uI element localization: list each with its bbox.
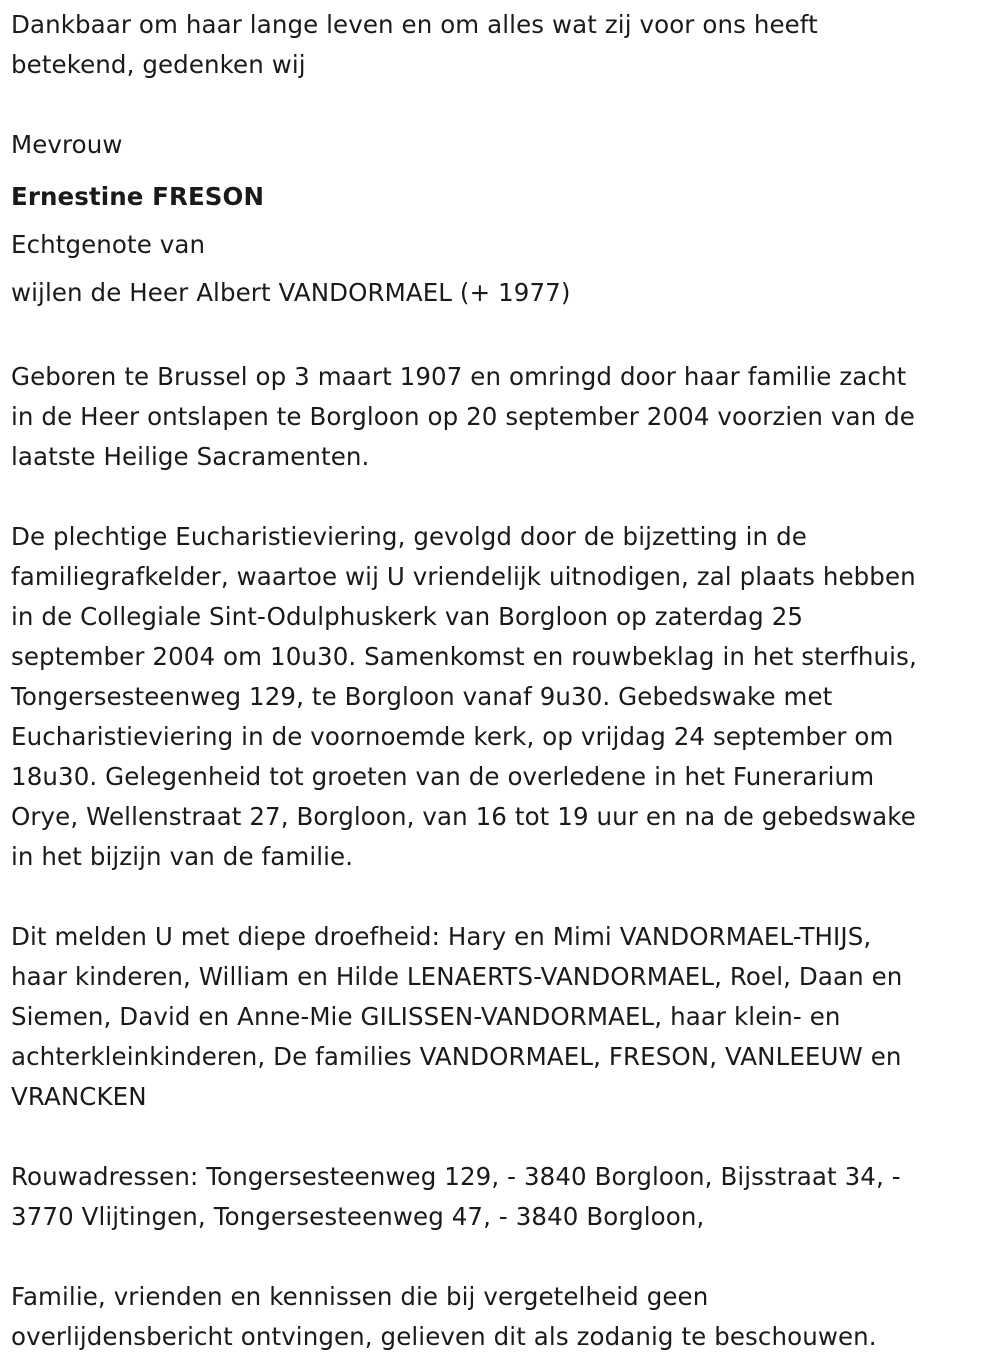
closing-paragraph — [11, 1277, 993, 1357]
paragraph-line: haar kinderen, William en Hilde LENAERTS-VANDORMAEL, Roel, Daan en — [11, 962, 903, 991]
deceased-block — [11, 125, 993, 317]
addresses-paragraph — [11, 1157, 993, 1237]
paragraph-line: Dit melden U met diepe droefheid: Hary en Mimi VANDORMAEL-THIJS, — [11, 922, 872, 951]
paragraph-line: familiegrafkelder, waartoe wij U vriendelijk uitnodigen, zal plaats hebben — [11, 562, 916, 591]
family-paragraph — [11, 917, 993, 1117]
paragraph-line: Eucharistieviering in de voornoemde kerk, op vrijdag 24 september om — [11, 722, 894, 751]
intro-paragraph — [11, 5, 993, 85]
deceased-spouse: wijlen de Heer Albert VANDORMAEL (+ 1977) — [11, 278, 571, 307]
paragraph-line: september 2004 om 10u30. Samenkomst en rouwbeklag in het sterfhuis, — [11, 642, 917, 671]
paragraph-line: Geboren te Brussel op 3 maart 1907 en omringd door haar familie zacht — [11, 362, 907, 391]
paragraph-line: Orye, Wellenstraat 27, Borgloon, van 16 tot 19 uur en na de gebedswake — [11, 802, 916, 831]
obituary-notice — [11, 5, 993, 1357]
paragraph-line: 3770 Vlijtingen, Tongersesteenweg 47, - 3840 Borgloon, — [11, 1202, 705, 1231]
paragraph-line: in het bijzijn van de familie. — [11, 842, 354, 871]
ceremony-paragraph — [11, 517, 993, 877]
paragraph-line: laatste Heilige Sacramenten. — [11, 442, 370, 471]
paragraph-line: VRANCKEN — [11, 1082, 147, 1111]
paragraph-line: overlijdensbericht ontvingen, gelieven dit als zodanig te beschouwen. — [11, 1322, 877, 1351]
deceased-name: Ernestine FRESON — [11, 182, 265, 211]
deceased-relation: Echtgenote van — [11, 230, 206, 259]
paragraph-line: in de Heer ontslapen te Borgloon op 20 september 2004 voorzien van de — [11, 402, 915, 431]
paragraph-line: achterkleinkinderen, De families VANDORMAEL, FRESON, VANLEEUW en — [11, 1042, 902, 1071]
paragraph-line: Siemen, David en Anne-Mie GILISSEN-VANDORMAEL, haar klein- en — [11, 1002, 841, 1031]
deceased-title: Mevrouw — [11, 130, 123, 159]
intro-line: betekend, gedenken wij — [11, 50, 306, 79]
paragraph-line: 18u30. Gelegenheid tot groeten van de overledene in het Funerarium — [11, 762, 875, 791]
paragraph-line: Tongersesteenweg 129, te Borgloon vanaf 9u30. Gebedswake met — [11, 682, 833, 711]
paragraph-line: Familie, vrienden en kennissen die bij vergetelheid geen — [11, 1282, 709, 1311]
intro-line: Dankbaar om haar lange leven en om alles wat zij voor ons heeft — [11, 10, 818, 39]
paragraph-line: De plechtige Eucharistieviering, gevolgd door de bijzetting in de — [11, 522, 807, 551]
birth-death-paragraph — [11, 357, 993, 477]
paragraph-line: in de Collegiale Sint-Odulphuskerk van Borgloon op zaterdag 25 — [11, 602, 804, 631]
paragraph-line: Rouwadressen: Tongersesteenweg 129, - 3840 Borgloon, Bijsstraat 34, - — [11, 1162, 901, 1191]
